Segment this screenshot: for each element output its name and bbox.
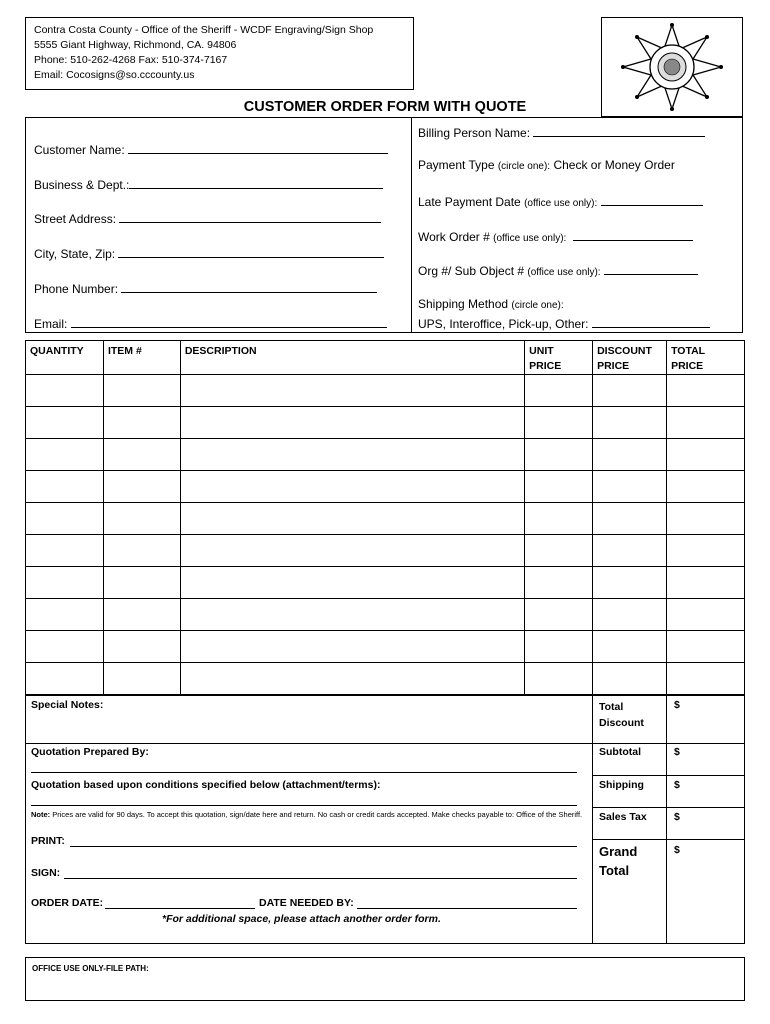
item-cell[interactable]	[103, 631, 180, 663]
subtotal-value[interactable]: $	[674, 746, 680, 758]
table-row	[26, 471, 745, 503]
form-title: CUSTOMER ORDER FORM WITH QUOTE	[243, 99, 527, 115]
table-row	[26, 439, 745, 471]
item-cell[interactable]	[103, 663, 180, 695]
discount-price-cell[interactable]	[593, 439, 667, 471]
billing-person-field[interactable]: Billing Person Name:	[418, 124, 705, 140]
table-row	[26, 599, 745, 631]
city-state-zip-field[interactable]: City, State, Zip:	[34, 245, 384, 261]
description-cell[interactable]	[180, 407, 524, 439]
item-cell[interactable]	[103, 567, 180, 599]
col-unit-price: UNIT PRICE	[525, 341, 593, 375]
terms-note: Note: Prices are valid for 90 days. To accept this quotation, sign/date here and return. No cash or credit cards accepted. Make checks payable to: Office of the Sheriff.	[31, 810, 583, 819]
shipping-value[interactable]: $	[674, 779, 680, 791]
item-cell[interactable]	[103, 503, 180, 535]
item-cell[interactable]	[103, 375, 180, 407]
customer-name-field[interactable]: Customer Name:	[34, 141, 388, 157]
row-sep-4	[592, 839, 745, 840]
unit-price-cell[interactable]	[525, 663, 593, 695]
total-price-cell[interactable]	[667, 535, 745, 567]
total-price-cell[interactable]	[667, 663, 745, 695]
total-price-cell[interactable]	[667, 503, 745, 535]
unit-price-cell[interactable]	[525, 375, 593, 407]
email-field[interactable]: Email:	[34, 315, 387, 331]
additional-space-note: *For additional space, please attach another order form.	[162, 913, 441, 925]
discount-price-cell[interactable]	[593, 631, 667, 663]
unit-price-cell[interactable]	[525, 567, 593, 599]
discount-price-cell[interactable]	[593, 599, 667, 631]
sign-label: SIGN:	[31, 867, 61, 879]
total-discount-value[interactable]: $	[674, 699, 680, 711]
total-price-cell[interactable]	[667, 375, 745, 407]
table-row	[26, 663, 745, 695]
totals-separator-left	[592, 695, 593, 944]
special-notes-label: Special Notes:	[31, 699, 104, 711]
business-dept-field[interactable]: Business & Dept.:	[34, 176, 383, 192]
prepared-by-line[interactable]	[31, 772, 577, 773]
unit-price-cell[interactable]	[525, 407, 593, 439]
quantity-cell[interactable]	[26, 439, 104, 471]
description-cell[interactable]	[180, 471, 524, 503]
discount-price-cell[interactable]	[593, 535, 667, 567]
total-price-cell[interactable]	[667, 407, 745, 439]
col-discount-price: DISCOUNT PRICE	[593, 341, 667, 375]
order-date-label: ORDER DATE:	[31, 897, 104, 909]
table-row	[26, 631, 745, 663]
unit-price-cell[interactable]	[525, 471, 593, 503]
office-use-label: OFFICE USE ONLY-FILE PATH:	[32, 964, 149, 973]
seal-box	[601, 17, 743, 117]
quantity-cell[interactable]	[26, 471, 104, 503]
shipping-method-field[interactable]: Shipping Method (circle one):	[418, 297, 564, 311]
org-sub-object-field[interactable]: Org #/ Sub Object # (office use only):	[418, 262, 698, 278]
discount-price-cell[interactable]	[593, 471, 667, 503]
row-sep-3	[592, 807, 745, 808]
shipping-label: Shipping	[599, 779, 644, 791]
quantity-cell[interactable]	[26, 535, 104, 567]
unit-price-cell[interactable]	[525, 439, 593, 471]
description-cell[interactable]	[180, 439, 524, 471]
unit-price-cell[interactable]	[525, 503, 593, 535]
total-price-cell[interactable]	[667, 631, 745, 663]
address-line: 5555 Giant Highway, Richmond, CA. 94806	[34, 39, 237, 51]
total-price-cell[interactable]	[667, 599, 745, 631]
unit-price-cell[interactable]	[525, 535, 593, 567]
description-cell[interactable]	[180, 631, 524, 663]
item-cell[interactable]	[103, 471, 180, 503]
col-total-price: TOTAL PRICE	[667, 341, 745, 375]
street-address-field[interactable]: Street Address:	[34, 210, 381, 226]
description-cell[interactable]	[180, 375, 524, 407]
grand-total-label: Grand Total	[599, 844, 638, 878]
header-contact-box	[25, 17, 414, 90]
payment-type-field[interactable]: Payment Type (circle one): Check or Money Order	[418, 158, 675, 172]
phone-line: Phone: 510-262-4268 Fax: 510-374-7167	[34, 54, 228, 66]
order-date-line[interactable]	[105, 908, 255, 909]
table-row	[26, 503, 745, 535]
total-discount-label: Total Discount	[599, 701, 644, 729]
quantity-cell[interactable]	[26, 375, 104, 407]
based-upon-line[interactable]	[31, 805, 577, 806]
phone-number-field[interactable]: Phone Number:	[34, 280, 377, 296]
quantity-cell[interactable]	[26, 407, 104, 439]
col-item: ITEM #	[103, 341, 180, 375]
based-upon-label: Quotation based upon conditions specified below (attachment/terms):	[31, 779, 381, 791]
org-line: Contra Costa County - Office of the Sheriff - WCDF Engraving/Sign Shop	[34, 24, 374, 36]
discount-price-cell[interactable]	[593, 503, 667, 535]
sales-tax-label: Sales Tax	[599, 811, 647, 823]
discount-price-cell[interactable]	[593, 663, 667, 695]
description-cell[interactable]	[180, 663, 524, 695]
print-label: PRINT:	[31, 835, 65, 847]
table-row	[26, 567, 745, 599]
quantity-cell[interactable]	[26, 663, 104, 695]
table-row	[26, 375, 745, 407]
shipping-options-field[interactable]: UPS, Interoffice, Pick-up, Other:	[418, 315, 710, 331]
col-description: DESCRIPTION	[180, 341, 524, 375]
prepared-by-label: Quotation Prepared By:	[31, 746, 149, 758]
office-use-box	[25, 957, 745, 1001]
print-line[interactable]	[70, 846, 577, 847]
order-items-table	[25, 340, 745, 695]
late-payment-field[interactable]: Late Payment Date (office use only):	[418, 193, 703, 209]
item-cell[interactable]	[103, 439, 180, 471]
quantity-cell[interactable]	[26, 599, 104, 631]
quantity-cell[interactable]	[26, 503, 104, 535]
subtotal-label: Subtotal	[599, 746, 641, 758]
discount-price-cell[interactable]	[593, 375, 667, 407]
unit-price-cell[interactable]	[525, 631, 593, 663]
total-price-cell[interactable]	[667, 439, 745, 471]
item-cell[interactable]	[103, 599, 180, 631]
sign-line[interactable]	[64, 878, 577, 879]
email-line: Email: Cocosigns@so.cccounty.us	[34, 69, 195, 81]
unit-price-cell[interactable]	[525, 599, 593, 631]
row-sep-2	[592, 775, 745, 776]
quantity-cell[interactable]	[26, 567, 104, 599]
totals-separator-right	[666, 695, 667, 944]
total-price-cell[interactable]	[667, 471, 745, 503]
work-order-field[interactable]: Work Order # (office use only):	[418, 228, 693, 244]
total-price-cell[interactable]	[667, 567, 745, 599]
quantity-cell[interactable]	[26, 631, 104, 663]
description-cell[interactable]	[180, 599, 524, 631]
description-cell[interactable]	[180, 567, 524, 599]
item-cell[interactable]	[103, 407, 180, 439]
col-quantity: QUANTITY	[26, 341, 104, 375]
discount-price-cell[interactable]	[593, 407, 667, 439]
table-header-row	[26, 341, 745, 375]
date-needed-label: DATE NEEDED BY:	[259, 897, 354, 909]
date-needed-line[interactable]	[357, 908, 577, 909]
grand-total-value[interactable]: $	[674, 844, 680, 856]
info-divider	[411, 117, 412, 333]
sales-tax-value[interactable]: $	[674, 811, 680, 823]
table-row	[26, 535, 745, 567]
description-cell[interactable]	[180, 503, 524, 535]
item-cell[interactable]	[103, 535, 180, 567]
sheriff-star-badge-icon	[617, 21, 727, 113]
table-row	[26, 407, 745, 439]
description-cell[interactable]	[180, 535, 524, 567]
discount-price-cell[interactable]	[593, 567, 667, 599]
row-sep-1	[25, 743, 745, 744]
